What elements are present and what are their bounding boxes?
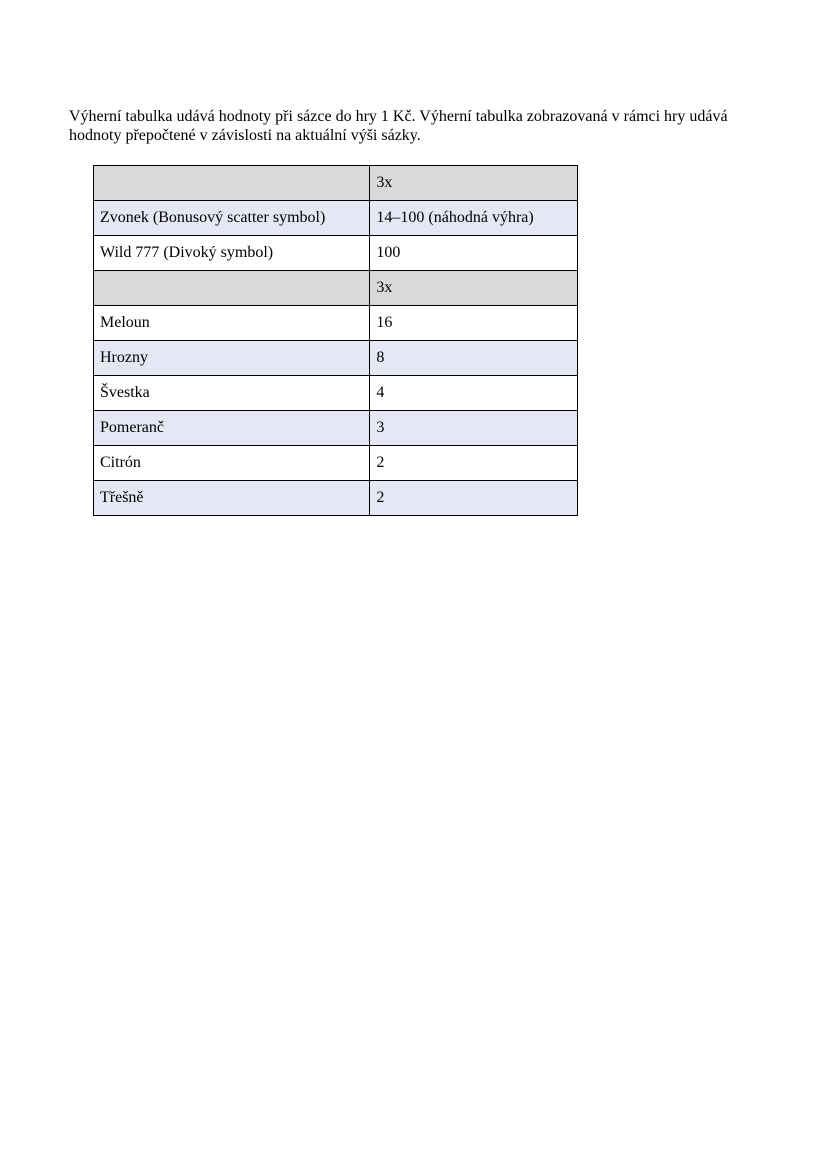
symbol-cell: Zvonek (Bonusový scatter symbol) <box>94 201 370 236</box>
symbol-cell <box>94 271 370 306</box>
symbol-cell: Pomeranč <box>94 411 370 446</box>
table-row <box>94 481 578 516</box>
symbol-cell <box>94 166 370 201</box>
table-row <box>94 166 578 201</box>
symbol-cell: Švestka <box>94 376 370 411</box>
table-row <box>94 411 578 446</box>
value-cell: 2 <box>370 446 578 481</box>
value-cell: 3x <box>370 166 578 201</box>
paytable <box>93 165 578 516</box>
value-cell: 14–100 (náhodná výhra) <box>370 201 578 236</box>
table-row <box>94 376 578 411</box>
table-row <box>94 271 578 306</box>
table-row <box>94 446 578 481</box>
table-row <box>94 306 578 341</box>
value-cell: 3 <box>370 411 578 446</box>
table-row <box>94 236 578 271</box>
table-row <box>94 341 578 376</box>
symbol-cell: Hrozny <box>94 341 370 376</box>
value-cell: 4 <box>370 376 578 411</box>
value-cell: 8 <box>370 341 578 376</box>
value-cell: 3x <box>370 271 578 306</box>
symbol-cell: Třešně <box>94 481 370 516</box>
symbol-cell: Meloun <box>94 306 370 341</box>
value-cell: 2 <box>370 481 578 516</box>
table-row <box>94 201 578 236</box>
symbol-cell: Citrón <box>94 446 370 481</box>
symbol-cell: Wild 777 (Divoký symbol) <box>94 236 370 271</box>
value-cell: 16 <box>370 306 578 341</box>
value-cell: 100 <box>370 236 578 271</box>
intro-paragraph: Výherní tabulka udává hodnoty při sázce do hry 1 Kč. Výherní tabulka zobrazovaná v rámci hry udává hodnoty přepočtené v závislosti na aktuální výši sázky. <box>69 108 728 144</box>
